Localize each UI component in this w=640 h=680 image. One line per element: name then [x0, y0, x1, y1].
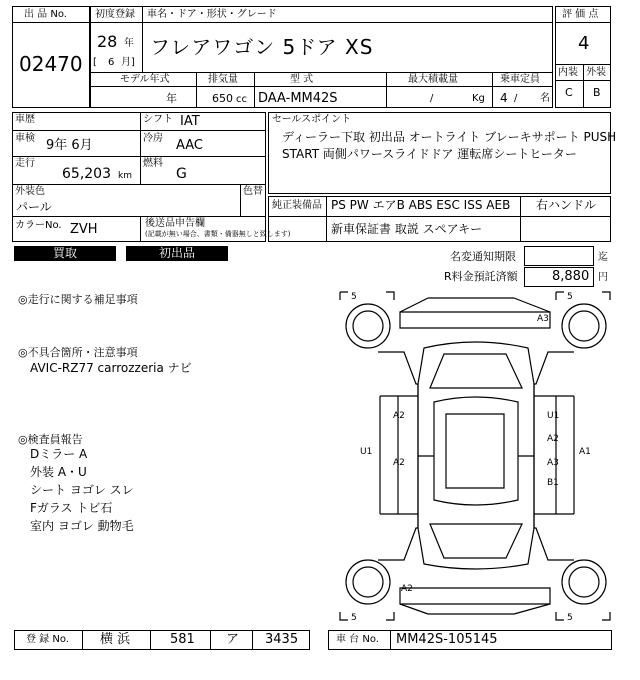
mileage-value: 65,203: [62, 166, 111, 182]
report-line-4: Fガラス トビ石: [30, 501, 113, 515]
mark-b1-right: B1: [547, 478, 559, 488]
score-value: 4: [578, 33, 590, 54]
load-label: 最大積載量: [408, 74, 458, 85]
recycle-unit: 円: [598, 272, 608, 283]
mark-a3-front-bumper: A3: [537, 314, 549, 324]
capacity-value: 4: [500, 91, 508, 105]
first-reg-month-prefix: [: [93, 57, 97, 68]
mark-u1-left: U1: [360, 447, 373, 457]
fuel-label: 燃料: [143, 158, 163, 169]
lot-number: 02470: [19, 52, 83, 76]
first-reg-year-unit: 年: [124, 38, 134, 49]
history-label: 車歴: [15, 114, 35, 125]
mark-a2-left-front: A2: [393, 411, 405, 421]
after-note: (記載が無い場合、書類・備器無しと致します): [145, 230, 291, 238]
recycle-label: R料金預託済額: [444, 270, 518, 283]
defect-notes-title: ◎不具合箇所・注意事項: [18, 346, 138, 359]
chassis-label: 車 台 No.: [336, 634, 379, 645]
color-no-value: ZVH: [70, 222, 98, 237]
drive-side: 右ハンドル: [536, 198, 597, 212]
wheel-label-fl: 5: [351, 292, 357, 302]
car-name: フレアワゴン 5ドア XS: [150, 35, 374, 59]
chassis-number: MM42S-105145: [396, 632, 498, 647]
lot-label: 出 品 No.: [24, 9, 67, 20]
ext-color-label: 外装色: [15, 186, 45, 197]
documents: 新車保証書 取説 スペアキー: [331, 222, 483, 236]
load-unit: Kg: [472, 93, 485, 104]
equipment-items: PS PW エアB ABS ESC ISS AEB: [331, 198, 511, 212]
equipment-label: 純正装備品: [272, 200, 322, 211]
capacity-separator: /: [514, 93, 518, 104]
car-condition-diagram: [338, 288, 612, 624]
model-code: DAA-MM42S: [258, 91, 338, 106]
ac-value: AAC: [176, 138, 203, 153]
exterior-label: 外装: [586, 67, 606, 78]
registration-area: 横 浜: [100, 632, 131, 647]
ext-color-value: パール: [16, 200, 52, 214]
defect-line: AVIC-RZ77 carrozzeria ナビ: [30, 361, 192, 375]
sales-point-line-1: ディーラー下取 初出品 オートライト ブレーキサポート PUSH: [282, 130, 617, 144]
ac-label: 冷房: [143, 133, 163, 144]
mark-a1-right: A1: [579, 447, 591, 457]
mark-a2-left-rear: A2: [393, 458, 405, 468]
mark-u1-right: U1: [547, 411, 560, 421]
capacity-unit: 名: [540, 93, 550, 104]
first-reg-year: 28: [97, 32, 118, 51]
model-year-unit: 年: [166, 92, 177, 105]
inspector-title: ◎検査員報告: [18, 433, 83, 446]
mileage-label: 走行: [15, 158, 35, 169]
report-line-5: 室内 ヨゴレ 動物毛: [30, 519, 134, 533]
color-no-label: カラーNo.: [15, 220, 62, 231]
first-reg-month-unit: 月]: [121, 57, 135, 68]
first-listing-badge: 初出品: [126, 246, 228, 261]
exterior-grade: B: [593, 86, 601, 99]
interior-label: 内装: [558, 67, 578, 78]
sales-point-title: セールスポイント: [272, 114, 352, 125]
mileage-unit: km: [118, 171, 132, 181]
capacity-label: 乗車定員: [500, 74, 540, 85]
recycle-value: 8,880: [552, 269, 590, 284]
buy-badge: 買取: [14, 246, 116, 261]
driving-notes-title: ◎走行に関する補足事項: [18, 293, 138, 306]
car-name-label: 車名・ドア・形状・グレード: [147, 9, 277, 20]
wheel-label-rl: 5: [351, 613, 357, 623]
deadline-box: [524, 246, 594, 266]
first-reg-label: 初度登録: [95, 9, 135, 20]
model-year-label: モデル年式: [120, 74, 170, 85]
displacement-unit: cc: [236, 94, 247, 105]
after-label: 後送品申告欄: [145, 218, 205, 229]
first-reg-month: 6: [108, 57, 115, 68]
deadline-label: 名変通知期限: [450, 250, 516, 263]
inspection-label: 車検: [15, 133, 35, 144]
wheel-label-rr: 5: [567, 613, 573, 623]
model-label: 型 式: [290, 74, 314, 85]
deadline-unit: 迄: [598, 252, 608, 263]
fuel-value: G: [176, 166, 187, 182]
interior-grade: C: [565, 86, 573, 99]
displacement-label: 排気量: [208, 74, 238, 85]
recolor-label: 色替: [243, 186, 263, 197]
score-label: 評 価 点: [562, 9, 599, 20]
inspection-value: 9年 6月: [46, 138, 93, 153]
registration-number: 3435: [265, 632, 299, 647]
sales-point-line-2: START 両側パワースライドドア 運転席シートヒーター: [282, 147, 577, 161]
report-line-3: シート ヨゴレ スレ: [30, 483, 134, 497]
load-separator: /: [430, 93, 434, 104]
report-line-2: 外装 A・U: [30, 465, 87, 479]
mark-a3-right: A3: [547, 458, 559, 468]
report-line-1: Dミラー A: [30, 447, 88, 461]
shift-label: シフト: [143, 114, 173, 125]
registration-kana: ア: [226, 632, 240, 647]
registration-class: 581: [170, 632, 195, 647]
registration-label: 登 録 No.: [26, 634, 69, 645]
mark-a2-right: A2: [547, 434, 559, 444]
mark-a2-rear-bumper: A2: [401, 584, 413, 594]
shift-value: IAT: [180, 114, 200, 129]
wheel-label-fr: 5: [567, 292, 573, 302]
displacement-value: 650: [212, 92, 233, 105]
